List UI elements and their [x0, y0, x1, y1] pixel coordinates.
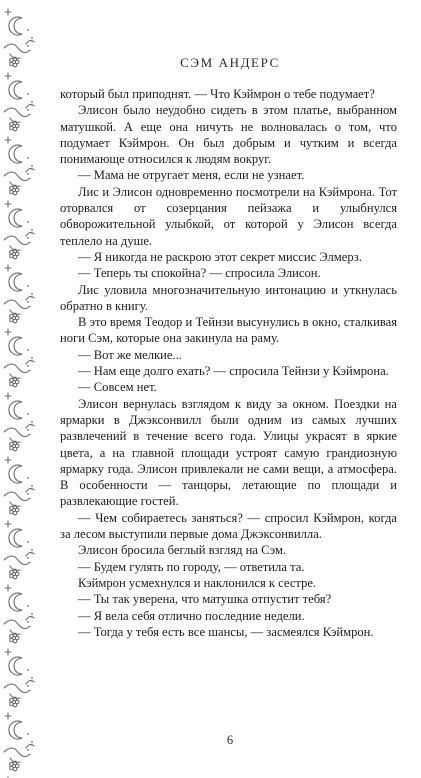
paragraph: — Я никогда не раскрою этот секрет миссис Элмерз.	[78, 249, 362, 264]
ornament-dot	[27, 749, 29, 751]
flower-petal-icon	[13, 505, 17, 509]
ornament-dot	[27, 365, 29, 367]
ornament-dot	[27, 237, 29, 239]
flower-petal-icon	[10, 574, 14, 578]
paragraph: Элисон вернулась взглядом к виду за окном. Поездки на ярмарки в Джэксонвилл были одним из самых лучших развлечений в течение всего года. Улицы украсят в яркие цвета, а на главной площади устроят самую грандиозную ярмарку года. Элисон привлекали не сами вещи, а атмосфера. В особенности — танцоры, летающие по площади и развлекающие гостей.	[60, 396, 397, 509]
flower-petal-icon	[10, 190, 14, 194]
flower-petal-icon	[10, 766, 14, 770]
crescent-icon	[9, 721, 22, 739]
star-icon	[5, 73, 11, 79]
ornament-dot	[31, 613, 33, 615]
star-icon	[5, 137, 11, 143]
leaf-swirl-icon	[4, 360, 34, 378]
crescent-icon	[9, 145, 22, 163]
star-icon	[5, 649, 11, 655]
ornament-dot	[27, 557, 29, 559]
crescent-icon	[9, 593, 22, 611]
flower-petal-icon	[10, 254, 14, 258]
ornament-dot	[27, 301, 29, 303]
ornament-dot	[27, 173, 29, 175]
ornament-dot	[27, 733, 29, 735]
crescent-icon	[9, 657, 22, 675]
crescent-icon	[9, 17, 22, 35]
paragraph: — Вот же мелкие...	[78, 347, 182, 362]
leaf-swirl-icon	[4, 104, 34, 122]
star-icon	[5, 713, 11, 719]
crescent-icon	[9, 529, 22, 547]
flower-petal-icon	[10, 446, 14, 450]
paragraph: — Чем собираетесь заняться? — спросил Кэймрон, когда за лесом выступили первые дома Джэксонвилла.	[60, 510, 397, 542]
flower-petal-icon	[13, 249, 17, 253]
leaf-swirl-icon	[4, 232, 34, 250]
paragraph: — Нам еще долго ехать? — спросила Тейнзи у Кэймрона.	[78, 364, 389, 379]
paragraph: Лис и Элисон одновременно посмотрели на Кэймрона. Тот оторвался от созерцания пейзажа и улыбнулся обворожительной улыбкой, от которой у Элисон всегда теплело на душе.	[60, 184, 397, 248]
flower-petal-icon	[13, 441, 17, 445]
paragraph: — Мама не отругает меня, если не узнает.	[78, 168, 305, 183]
ornament-dot	[27, 685, 29, 687]
floral-ornament-border	[0, 0, 36, 778]
ornament-dot	[31, 37, 33, 39]
star-icon	[5, 201, 11, 207]
leaf-swirl-icon	[4, 552, 34, 570]
flower-petal-icon	[10, 382, 14, 386]
ornament-dot	[27, 45, 29, 47]
paragraph: — Теперь ты спокойна? — спросила Элисон.	[78, 266, 321, 281]
leaf-swirl-icon	[4, 488, 34, 506]
ornament-dot	[27, 349, 29, 351]
body-text	[60, 86, 397, 640]
crescent-icon	[9, 337, 22, 355]
flower-petal-icon	[13, 185, 17, 189]
paragraph: Элисон бросила беглый взгляд на Сэм.	[78, 543, 287, 558]
crescent-icon	[9, 401, 22, 419]
ornament-dot	[31, 357, 33, 359]
leaf-swirl-icon	[4, 40, 34, 58]
ornament-dot	[27, 493, 29, 495]
ornament-dot	[31, 165, 33, 167]
ornament-dot	[27, 29, 29, 31]
paragraph: — Будем гулять по городу, — ответила та.	[78, 559, 305, 574]
ornament-dot	[31, 101, 33, 103]
paragraph: — Я вела себя отлично последние недели.	[78, 608, 305, 623]
ornament-dot	[27, 285, 29, 287]
flower-petal-icon	[13, 313, 17, 317]
paragraph: Лис уловила многозначительную интонацию и уткнулась обратно в книгу.	[60, 282, 397, 313]
leaf-swirl-icon	[4, 168, 34, 186]
ornament-dot	[31, 229, 33, 231]
flower-petal-icon	[10, 638, 14, 642]
ornament-dot	[31, 549, 33, 551]
star-icon	[5, 521, 11, 527]
star-icon	[5, 457, 11, 463]
paragraph: В это время Теодор и Тейнзи высунулись в окно, сталкивая ноги Сэм, которые она закинула на раму.	[60, 315, 397, 346]
star-icon	[5, 585, 11, 591]
flower-petal-icon	[10, 702, 14, 706]
crescent-icon	[9, 465, 22, 483]
ornament-dot	[27, 605, 29, 607]
leaf-swirl-icon	[4, 424, 34, 442]
paragraph: Элисон было неудобно сидеть в этом платье, выбранном матушкой. А еще она ничуть не волновалась о том, что подумает Кэймрон. Он был добрым и чутким и всегда понимающе относился к людям вокруг.	[60, 103, 397, 167]
paragraph: — Тогда у тебя есть все шансы, — засмеялся Кэймрон.	[78, 624, 374, 639]
flower-petal-icon	[13, 121, 17, 125]
star-icon	[5, 9, 11, 15]
flower-petal-icon	[13, 57, 17, 61]
ornament-dot	[27, 93, 29, 95]
ornament-dot	[27, 541, 29, 543]
flower-petal-icon	[13, 633, 17, 637]
ornament-dot	[27, 413, 29, 415]
ornament-dot	[27, 621, 29, 623]
ornament-dot	[27, 221, 29, 223]
flower-petal-icon	[10, 510, 14, 514]
leaf-swirl-icon	[4, 680, 34, 698]
ornament-dot	[31, 293, 33, 295]
crescent-icon	[9, 273, 22, 291]
page-number: 6	[226, 733, 234, 747]
paragraph: — Совсем нет.	[78, 380, 157, 395]
star-icon	[5, 265, 11, 271]
ornament-dot	[27, 669, 29, 671]
paragraph: который был приподнят. — Что Кэймрон о тебе подумает?	[60, 87, 375, 101]
leaf-swirl-icon	[4, 744, 34, 762]
running-header: СЭМ АНДЕРС	[180, 55, 280, 70]
ornament-dot	[27, 429, 29, 431]
leaf-swirl-icon	[4, 616, 34, 634]
star-icon	[5, 393, 11, 399]
flower-petal-icon	[13, 697, 17, 701]
flower-petal-icon	[13, 761, 17, 765]
paragraph: Кэймрон усмехнулся и наклонился к сестре.	[78, 575, 317, 590]
leaf-swirl-icon	[4, 296, 34, 314]
flower-petal-icon	[10, 62, 14, 66]
ornament-dot	[27, 157, 29, 159]
flower-petal-icon	[13, 569, 17, 573]
crescent-icon	[9, 81, 22, 99]
ornament-dot	[31, 421, 33, 423]
ornament-dot	[27, 477, 29, 479]
ornament-dot	[31, 485, 33, 487]
ornament-dot	[31, 741, 33, 743]
ornament-dot	[27, 109, 29, 111]
flower-petal-icon	[10, 318, 14, 322]
ornament-dot	[31, 677, 33, 679]
flower-petal-icon	[10, 126, 14, 130]
paragraph: — Ты так уверена, что матушка отпустит тебя?	[78, 592, 332, 607]
crescent-icon	[9, 209, 22, 227]
star-icon	[5, 329, 11, 335]
flower-petal-icon	[13, 377, 17, 381]
